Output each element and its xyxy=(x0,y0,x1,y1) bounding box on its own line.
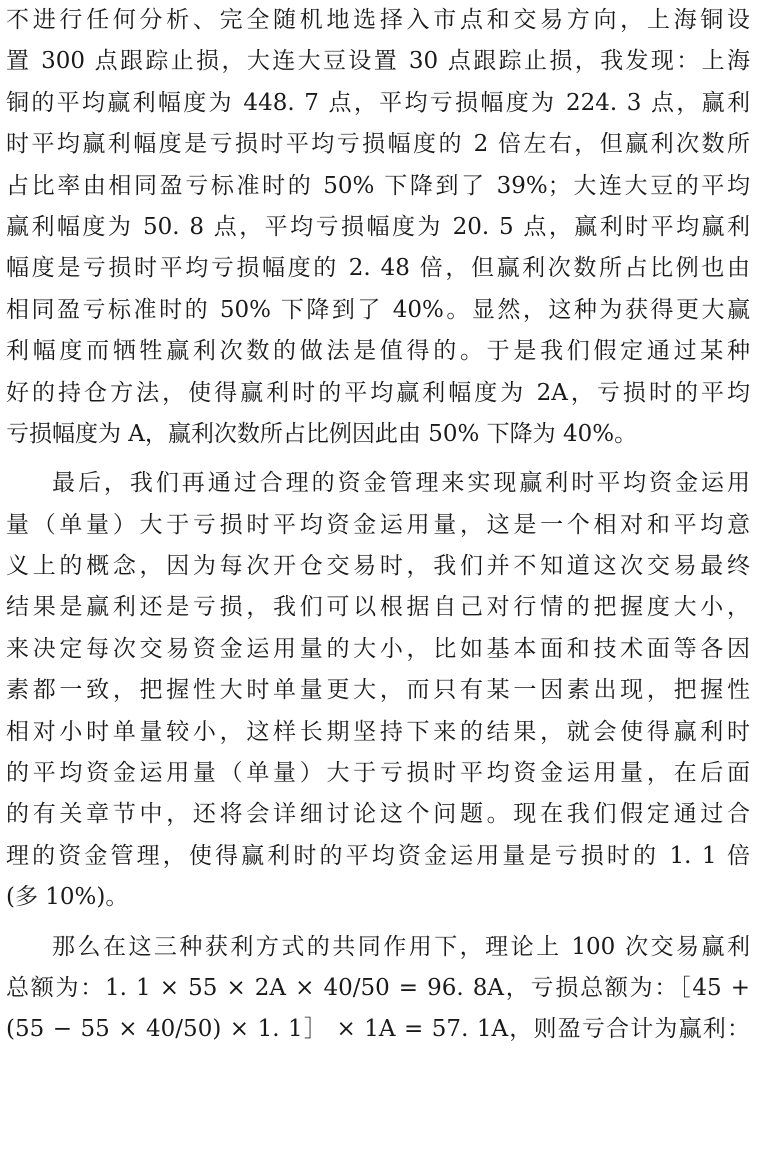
text-line: 素都一致，把握性大时单量更大，而只有某一因素出现，把握性 xyxy=(6,677,750,704)
text-line: 结果是赢利还是亏损，我们可以根据自己对行情的把握度大小， xyxy=(6,594,750,621)
text-line: 相对小时单量较小，这样长期坚持下来的结果，就会使得赢利时 xyxy=(6,718,750,745)
text-line: 置 300 点跟踪止损，大连大豆设置 30 点跟踪止损，我发现：上海 xyxy=(6,48,750,75)
text-line: (55 − 55 × 40/50) × 1. 1］ × 1A = 57. 1A，则盈亏合计为赢利： xyxy=(6,1016,750,1043)
paragraph-3 xyxy=(6,927,750,1051)
text-line: 亏损幅度为 A，赢利次数所占比例因此由 50% 下降为 40%。 xyxy=(6,420,638,447)
text-line: 的有关章节中，还将会详细讨论这个问题。现在我们假定通过合 xyxy=(6,801,750,828)
text-line: 占比率由相同盈亏标准时的 50% 下降到了 39%；大连大豆的平均 xyxy=(6,172,750,199)
text-line: (多 10%)。 xyxy=(6,884,129,911)
paragraph-1 xyxy=(6,0,750,455)
text-line: 铜的平均赢利幅度为 448. 7 点，平均亏损幅度为 224. 3 点，赢利 xyxy=(6,89,750,116)
text-line: 幅度是亏损时平均亏损幅度的 2. 48 倍，但赢利次数所占比例也由 xyxy=(6,255,750,282)
text-line: 利幅度而牺牲赢利次数的做法是值得的。于是我们假定通过某种 xyxy=(6,338,750,365)
text-line: 量（单量）大于亏损时平均资金运用量，这是一个相对和平均意 xyxy=(6,511,750,538)
text-line: 好的持仓方法，使得赢利时的平均赢利幅度为 2A，亏损时的平均 xyxy=(6,379,750,406)
text-line: 那么在这三种获利方式的共同作用下，理论上 100 次交易赢利 xyxy=(52,933,750,960)
text-line: 时平均赢利幅度是亏损时平均亏损幅度的 2 倍左右，但赢利次数所 xyxy=(6,131,750,158)
paragraph-2 xyxy=(6,463,750,918)
text-line: 赢利幅度为 50. 8 点，平均亏损幅度为 20. 5 点，赢利时平均赢利 xyxy=(6,213,750,240)
text-line: 最后，我们再通过合理的资金管理来实现赢利时平均资金运用 xyxy=(52,470,750,497)
text-line: 相同盈亏标准时的 50% 下降到了 40%。显然，这种为获得更大赢 xyxy=(6,296,750,323)
text-line: 不进行任何分析、完全随机地选择入市点和交易方向，上海铜设 xyxy=(6,7,750,33)
text-line: 理的资金管理，使得赢利时的平均资金运用量是亏损时的 1. 1 倍 xyxy=(6,842,750,869)
text-line: 的平均资金运用量（单量）大于亏损时平均资金运用量，在后面 xyxy=(6,760,750,787)
text-line: 总额为：1. 1 × 55 × 2A × 40/50 = 96. 8A，亏损总额为：［45 + xyxy=(6,974,750,1001)
text-line: 来决定每次交易资金运用量的大小，比如基本面和技术面等各因 xyxy=(6,635,750,662)
text-line: 义上的概念，因为每次开仓交易时，我们并不知道这次交易最终 xyxy=(6,553,750,580)
